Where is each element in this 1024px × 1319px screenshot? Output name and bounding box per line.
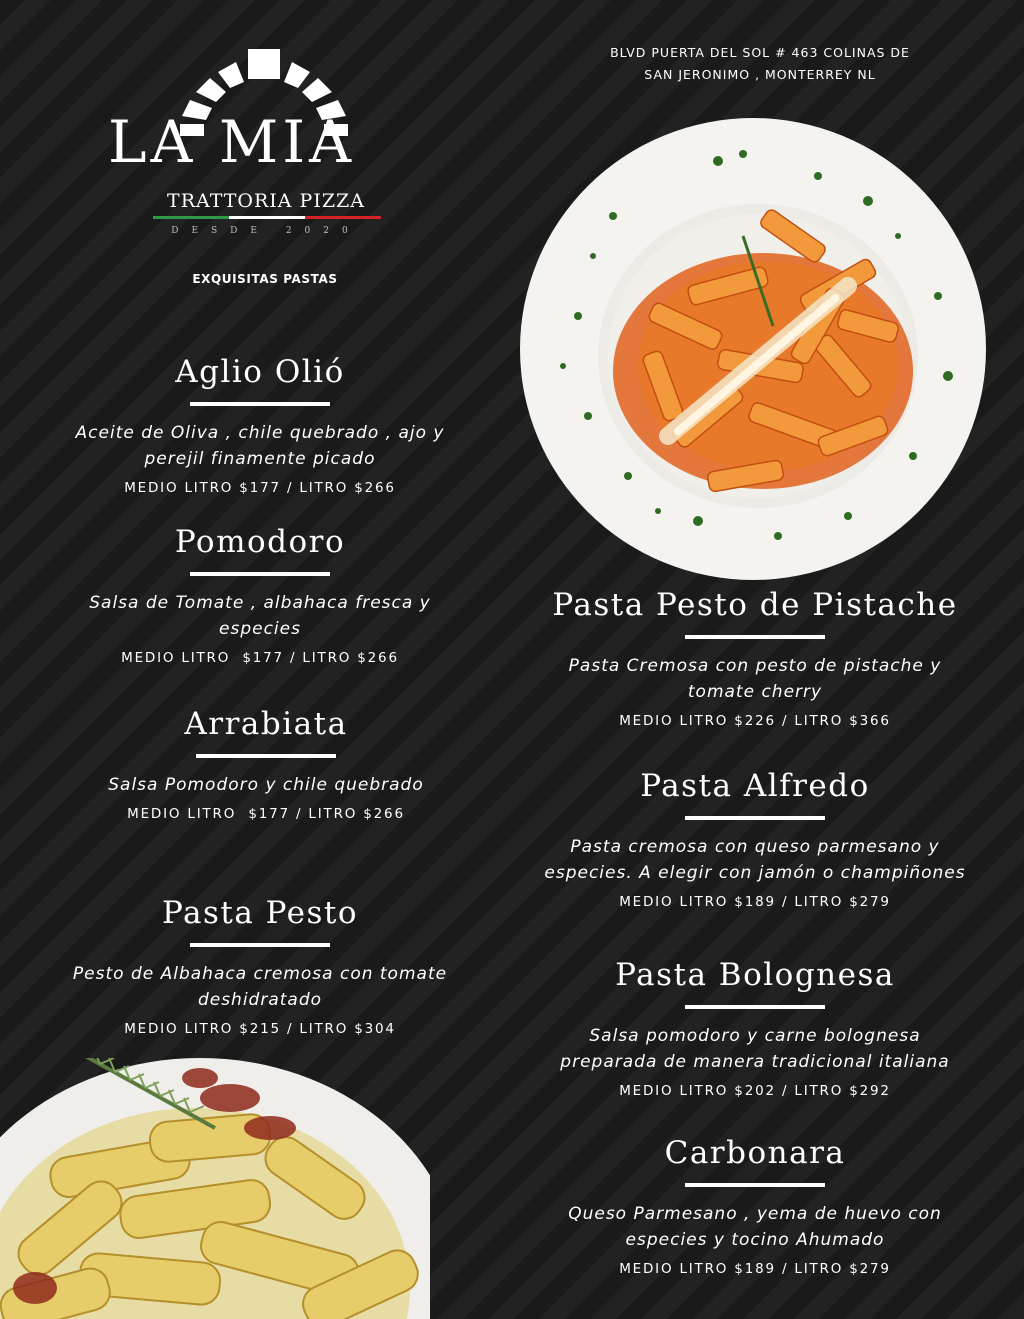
item-description-line-1: Pesto de Albahaca cremosa con tomate [72,964,448,984]
section-label: EXQUISITAS PASTAS [192,272,338,286]
brand-since: DESDE 2020 [171,226,361,236]
item-price: MEDIO LITRO $202 / LITRO $292 [619,1083,891,1099]
item-description [530,1201,980,1253]
title-underline [190,402,330,406]
address-line-2: SAN JERONIMO , MONTERREY NL [644,67,876,82]
title-underline [190,572,330,576]
item-description-line-1: Salsa Pomodoro y chile quebrado [108,775,424,795]
item-description-line-2: preparada de manera tradicional italiana [560,1052,950,1072]
item-description-line-1: Pasta cremosa con queso parmesano y [570,837,940,857]
item-price: MEDIO LITRO $189 / LITRO $279 [619,1261,891,1277]
title-underline [685,1183,825,1187]
item-price: MEDIO LITRO $177 / LITRO $266 [127,806,405,822]
item-description-line-2: perejil finamente picado [144,449,376,469]
item-description [530,653,980,705]
item-price: MEDIO LITRO $226 / LITRO $366 [619,713,891,729]
item-description [60,420,460,472]
menu-item-pomodoro [60,522,460,666]
flag-stripe-red [305,216,381,219]
menu-item-carbonara [530,1133,980,1277]
menu-item-aglio-olio [60,352,460,496]
item-description-line-2: especies [219,619,301,639]
item-title: Carbonara [664,1135,846,1171]
item-description-line-2: especies. A elegir con jamón o champiñones [544,863,966,883]
item-description [66,772,466,798]
item-description-line-1: Salsa de Tomate , albahaca fresca y [89,593,431,613]
item-title: Arrabiata [184,706,348,742]
item-title: Pasta Alfredo [640,768,870,804]
menu-item-pasta-pesto [60,893,460,1037]
address-line-1: BLVD PUERTA DEL SOL # 463 COLINAS DE [610,45,910,60]
title-underline [685,1005,825,1009]
item-title: Pasta Pesto de Pistache [552,587,958,623]
item-description [60,590,460,642]
menu-item-pasta-pesto-de-pistache [530,585,980,729]
item-description-line-2: tomate cherry [687,682,823,702]
menu-item-arrabiata [66,704,466,822]
item-description [530,1023,980,1075]
brand-subtitle: TRATTORIA PIZZA [167,190,365,212]
title-underline [685,635,825,639]
item-description [520,834,990,886]
menu-item-pasta-alfredo [520,766,990,910]
item-price: MEDIO LITRO $177 / LITRO $266 [121,650,399,666]
item-price: MEDIO LITRO $215 / LITRO $304 [124,1021,396,1037]
item-description-line-1: Pasta Cremosa con pesto de pistache y [568,656,942,676]
title-underline [190,943,330,947]
item-description [60,961,460,1013]
address [560,42,960,86]
flag-stripe-green [153,216,229,219]
item-description-line-2: deshidratado [197,990,323,1010]
item-description-line-1: Aceite de Oliva , chile quebrado , ajo y [75,423,445,443]
item-description-line-2: especies y tocino Ahumado [625,1230,885,1250]
item-price: MEDIO LITRO $177 / LITRO $266 [124,480,396,496]
item-description-line-1: Salsa pomodoro y carne bolognesa [589,1026,921,1046]
item-title: Pomodoro [174,524,346,560]
item-title: Pasta Bolognesa [615,957,895,993]
item-title: Pasta Pesto [162,895,358,931]
title-underline [685,816,825,820]
item-price: MEDIO LITRO $189 / LITRO $279 [619,894,891,910]
item-title: Aglio Olió [175,354,345,390]
title-underline [196,754,336,758]
penne-plate-illustration [518,116,988,582]
carbonara-plate-illustration [0,1058,430,1319]
item-description-line-1: Queso Parmesano , yema de huevo con [568,1204,942,1224]
brand-name: LA MIA [108,108,356,176]
carbonara-dish-photo [0,1058,430,1319]
penne-dish-photo [518,116,988,582]
menu-item-pasta-bolognesa [530,955,980,1099]
flag-stripe-white [229,216,305,219]
